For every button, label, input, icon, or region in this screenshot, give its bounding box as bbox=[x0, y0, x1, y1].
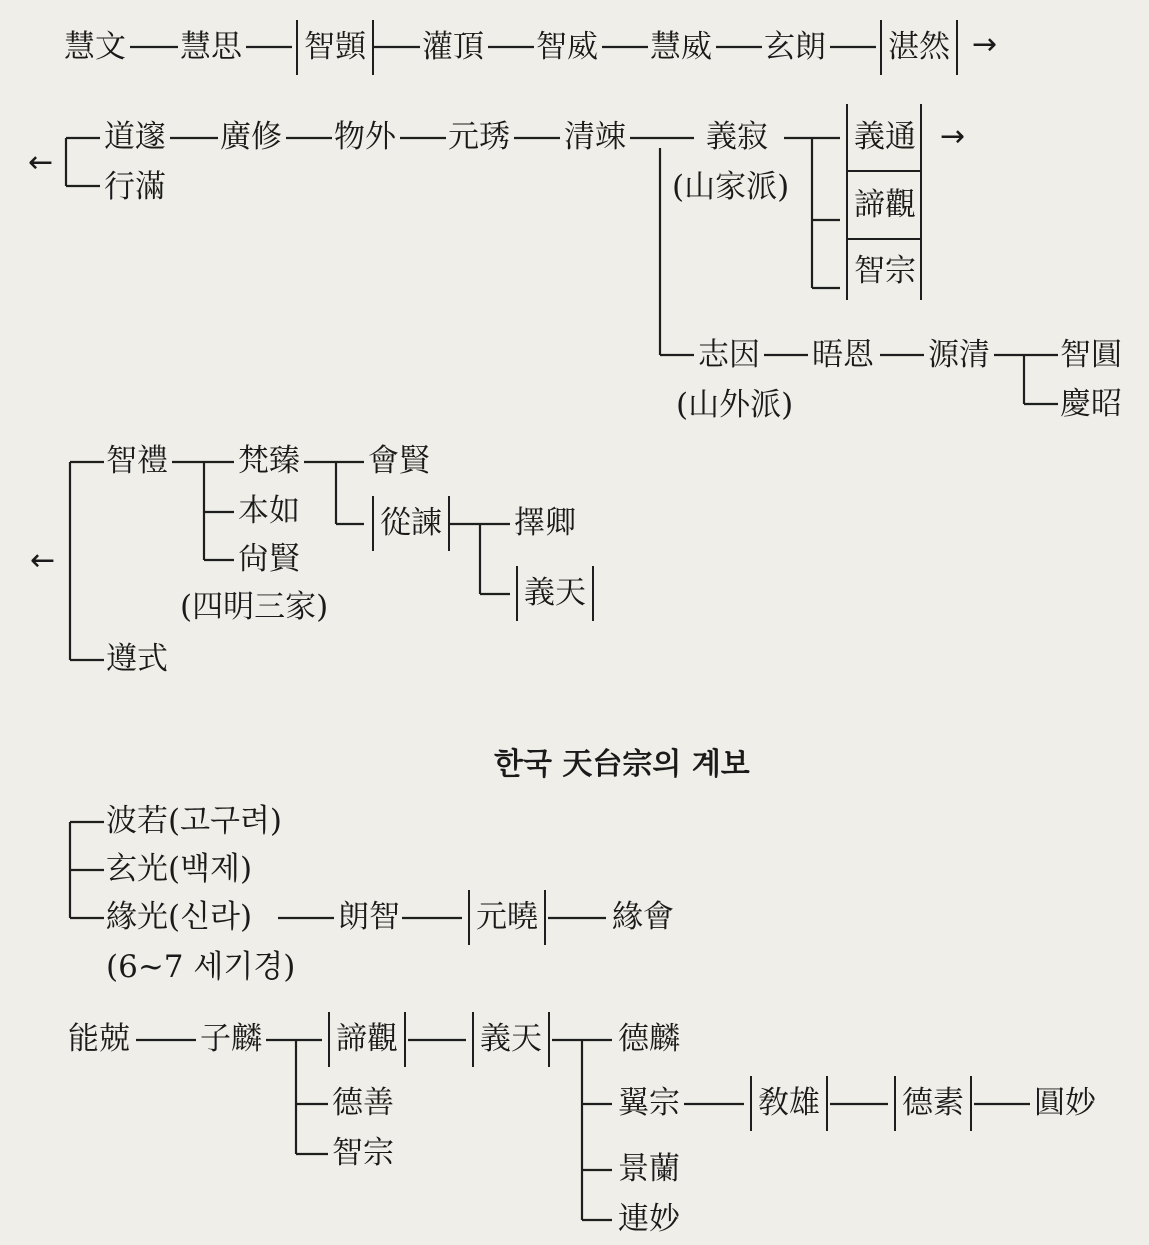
node-yuanqing: 源清 bbox=[928, 337, 990, 373]
node-jarin: 子麟 bbox=[200, 1021, 262, 1057]
node-wuwai: 物外 bbox=[334, 119, 396, 155]
node-guangxiu: 廣修 bbox=[220, 119, 282, 155]
node-zhili: 智禮 bbox=[106, 443, 168, 479]
node-zeqing: 擇卿 bbox=[514, 505, 576, 541]
node-zhizong: 智宗 bbox=[854, 253, 916, 289]
node-zhiyin: 志因 bbox=[698, 337, 760, 373]
node-qingsong: 清竦 bbox=[564, 119, 626, 155]
arrow-right-icon: → bbox=[972, 27, 998, 62]
node-guanding: 灌頂 bbox=[422, 29, 484, 65]
node-hyeongwang: 玄光(백제) bbox=[106, 851, 253, 887]
node-shangxian: 尙賢 bbox=[238, 541, 300, 577]
label-shanjia: (山家派) bbox=[672, 169, 790, 205]
node-congjian: 從諫 bbox=[372, 496, 450, 551]
node-xuanlang: 玄朗 bbox=[764, 29, 826, 65]
node-huisi: 慧思 bbox=[180, 29, 242, 65]
node-yiji: 義寂 bbox=[706, 119, 768, 155]
node-yuanxiu: 元琇 bbox=[448, 119, 510, 155]
node-chegwan: 諦觀 bbox=[328, 1012, 406, 1067]
node-yeonmyo: 連妙 bbox=[618, 1201, 680, 1237]
node-huiwei2: 慧威 bbox=[650, 29, 712, 65]
node-gyeongnan: 景蘭 bbox=[618, 1151, 680, 1187]
node-daosui: 道邃 bbox=[104, 119, 166, 155]
node-xingman: 行滿 bbox=[104, 169, 166, 205]
node-benru: 本如 bbox=[238, 493, 300, 529]
node-yeonhoe: 緣會 bbox=[612, 899, 674, 935]
node-yeongwang: 緣光(신라) bbox=[106, 899, 253, 935]
node-uicheon: 義天 bbox=[472, 1012, 550, 1067]
node-fanzhen: 梵臻 bbox=[238, 443, 300, 479]
node-wonmyo: 圓妙 bbox=[1034, 1085, 1096, 1121]
node-paya: 波若(고구려) bbox=[106, 803, 283, 839]
node-nangji: 朗智 bbox=[338, 899, 400, 935]
node-gyoung: 敎雄 bbox=[750, 1076, 828, 1131]
node-zhanran: 湛然 bbox=[880, 20, 958, 75]
node-yitian-china: 義天 bbox=[516, 566, 594, 621]
label-shanwai: (山外派) bbox=[676, 387, 794, 423]
node-deongnin: 德麟 bbox=[618, 1021, 680, 1057]
node-jijong: 智宗 bbox=[332, 1135, 394, 1171]
arrow-right-icon: → bbox=[940, 119, 966, 154]
node-diguan: 諦觀 bbox=[854, 187, 916, 223]
divider bbox=[848, 238, 920, 240]
arrow-left-icon: ← bbox=[30, 543, 56, 578]
arrow-left-icon: ← bbox=[28, 145, 54, 180]
node-neunggeung: 能兢 bbox=[68, 1021, 130, 1057]
node-zhiyuan: 智圓 bbox=[1060, 337, 1122, 373]
divider bbox=[848, 170, 920, 172]
label-era: (6~7 세기경) bbox=[106, 949, 296, 985]
node-qingzhao: 慶昭 bbox=[1060, 386, 1122, 422]
node-zhiyi: 智顗 bbox=[296, 20, 374, 75]
node-zhiwei: 智威 bbox=[536, 29, 598, 65]
node-wonhyo: 元曉 bbox=[468, 890, 546, 945]
node-deoksO: 德素 bbox=[894, 1076, 972, 1131]
diagram-title: 한국 天台宗의 계보 bbox=[494, 747, 750, 782]
node-huiwen: 慧文 bbox=[64, 29, 126, 65]
label-siming: (四明三家) bbox=[180, 589, 329, 625]
node-wuen: 晤恩 bbox=[812, 337, 874, 373]
node-yitong: 義通 bbox=[854, 119, 916, 155]
node-ikjong: 翼宗 bbox=[618, 1085, 680, 1121]
node-huixian: 會賢 bbox=[368, 443, 430, 479]
node-deokseon: 德善 bbox=[332, 1085, 394, 1121]
node-zunshi: 遵式 bbox=[106, 641, 168, 677]
